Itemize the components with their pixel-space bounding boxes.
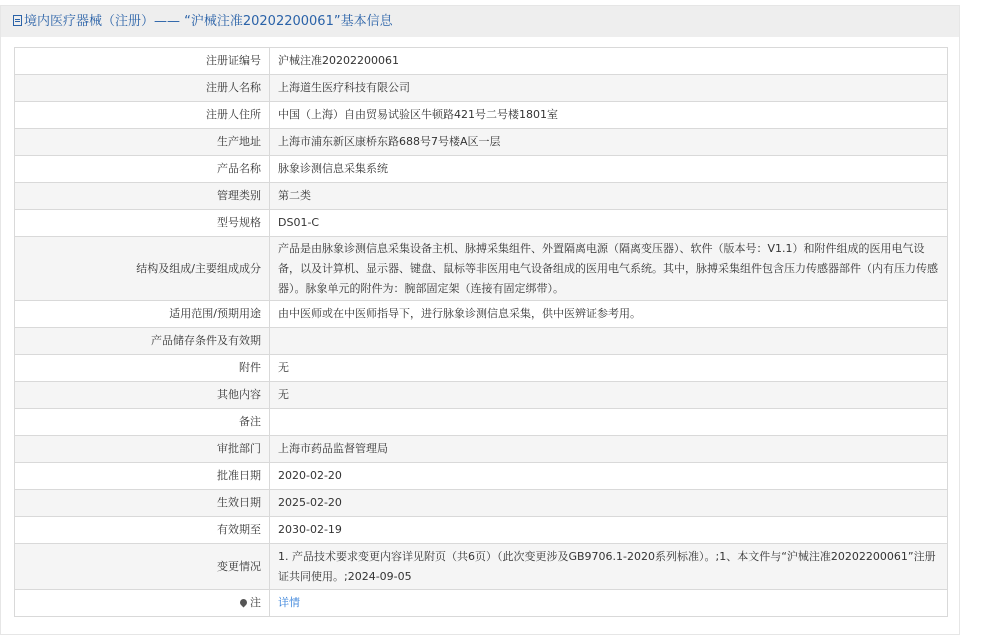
document-icon bbox=[13, 15, 22, 26]
row-label: 管理类别 bbox=[15, 183, 270, 210]
row-value: 上海道生医疗科技有限公司 bbox=[270, 75, 948, 102]
row-label: 变更情况 bbox=[15, 544, 270, 590]
table-row bbox=[15, 355, 948, 382]
table-row bbox=[15, 463, 948, 490]
row-value: 中国（上海）自由贸易试验区牛顿路421号二号楼1801室 bbox=[270, 102, 948, 129]
row-value bbox=[270, 328, 948, 355]
table-row bbox=[15, 156, 948, 183]
panel-title: 境内医疗器械（注册）—— “沪械注准20202200061”基本信息 bbox=[24, 14, 393, 29]
row-value: DS01-C bbox=[270, 210, 948, 237]
row-label: 注册人住所 bbox=[15, 102, 270, 129]
panel-header bbox=[1, 6, 959, 37]
table-row bbox=[15, 490, 948, 517]
row-value: 无 bbox=[270, 382, 948, 409]
info-table bbox=[14, 47, 948, 617]
row-value: 1. 产品技术要求变更内容详见附页（共6页）（此次变更涉及GB9706.1-2020系列标准）。;1、本文件与“沪械注准20202200061”注册证共同使用。;2024-09-05 bbox=[270, 544, 948, 590]
table-row bbox=[15, 210, 948, 237]
row-label: 注册人名称 bbox=[15, 75, 270, 102]
row-label: 产品储存条件及有效期 bbox=[15, 328, 270, 355]
row-value: 上海市浦东新区康桥东路688号7号楼A区一层 bbox=[270, 129, 948, 156]
row-label: 有效期至 bbox=[15, 517, 270, 544]
row-label: 批准日期 bbox=[15, 463, 270, 490]
table-row bbox=[15, 301, 948, 328]
table-row bbox=[15, 328, 948, 355]
row-label: 备注 bbox=[15, 409, 270, 436]
row-label: 型号规格 bbox=[15, 210, 270, 237]
table-row bbox=[15, 75, 948, 102]
row-value: 由中医师或在中医师指导下，进行脉象诊测信息采集，供中医辨证参考用。 bbox=[270, 301, 948, 328]
row-value: 产品是由脉象诊测信息采集设备主机、脉搏采集组件、外置隔离电源（隔离变压器）、软件（版本号：V1.1）和附件组成的医用电气设备，以及计算机、显示器、键盘、鼠标等非医用电气设备组成的医用电气系统。其中，脉搏采集组件包含压力传感器部件（内有压力传感器）。脉象单元的附件为：腕部固定架（连接有固定绑带）。 bbox=[270, 237, 948, 301]
row-value: 上海市药品监督管理局 bbox=[270, 436, 948, 463]
row-value bbox=[270, 409, 948, 436]
details-link[interactable]: 详情 bbox=[278, 596, 300, 609]
row-label: 附件 bbox=[15, 355, 270, 382]
row-value: 无 bbox=[270, 355, 948, 382]
table-row bbox=[15, 48, 948, 75]
table-row bbox=[15, 409, 948, 436]
table-row bbox=[15, 237, 948, 301]
row-value: 脉象诊测信息采集系统 bbox=[270, 156, 948, 183]
table-row bbox=[15, 517, 948, 544]
table-row bbox=[15, 102, 948, 129]
table-row-note bbox=[15, 590, 948, 617]
row-value: 沪械注准20202200061 bbox=[270, 48, 948, 75]
table-row bbox=[15, 183, 948, 210]
table-row bbox=[15, 544, 948, 590]
row-value: 2025-02-20 bbox=[270, 490, 948, 517]
row-label: 审批部门 bbox=[15, 436, 270, 463]
row-value: 2030-02-19 bbox=[270, 517, 948, 544]
row-label: 其他内容 bbox=[15, 382, 270, 409]
row-label: 适用范围/预期用途 bbox=[15, 301, 270, 328]
row-value: 2020-02-20 bbox=[270, 463, 948, 490]
row-value: 第二类 bbox=[270, 183, 948, 210]
map-pin-icon bbox=[239, 598, 249, 608]
info-panel bbox=[0, 5, 960, 635]
row-label: 注册证编号 bbox=[15, 48, 270, 75]
note-label: 注 bbox=[250, 596, 261, 609]
row-label: 生产地址 bbox=[15, 129, 270, 156]
row-label bbox=[15, 590, 270, 617]
row-label: 结构及组成/主要组成成分 bbox=[15, 237, 270, 301]
row-label: 产品名称 bbox=[15, 156, 270, 183]
row-label: 生效日期 bbox=[15, 490, 270, 517]
table-row bbox=[15, 129, 948, 156]
table-row bbox=[15, 436, 948, 463]
table-row bbox=[15, 382, 948, 409]
